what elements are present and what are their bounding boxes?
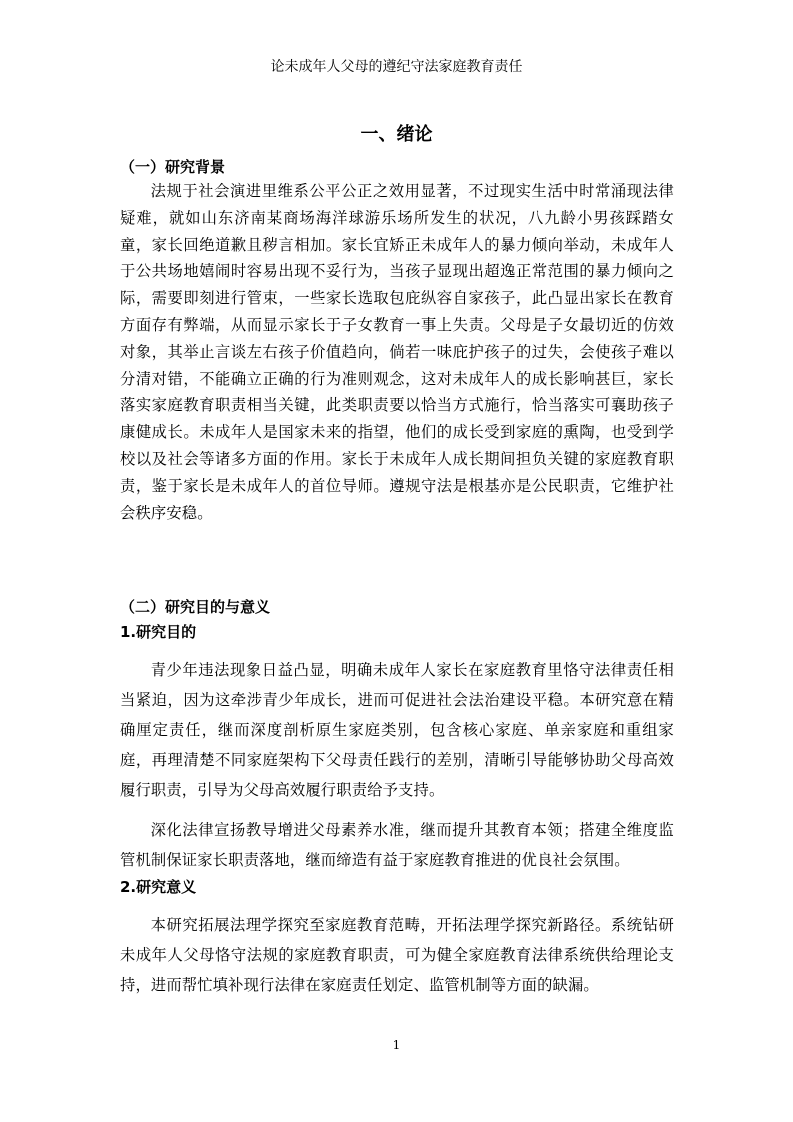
subsection-heading-research-purpose: 1.研究目的 [120, 623, 197, 641]
paragraph-research-purpose-2: 深化法律宣扬教导增进父母素养水准，继而提升其教育本领；搭建全维度监管机制保证家长职责落地，继而缔造有益于家庭教育推进的优良社会氛围。 [120, 821, 674, 869]
page-number: 1 [392, 1038, 401, 1052]
paragraph-research-purpose-1: 青少年违法现象日益凸显，明确未成年人家长在家庭教育里恪守法律责任相当紧迫，因为这牵涉青少年成长，进而可促进社会法治建设平稳。本研究意在精确厘定责任，继而深度剖析原生家庭类别，包含核心家庭、单亲家庭和重组家庭，再理清楚不同家庭架构下父母责任践行的差别，清晰引导能够协助父母高效履行职责，引导为父母高效履行职责给予支持。 [120, 661, 674, 799]
paragraph-background: 法规于社会演进里维系公平公正之效用显著，不过现实生活中时常涌现法律疑难，就如山东济南某商场海洋球游乐场所发生的状况，八九龄小男孩踩踏女童，家长回绝道歉且秽言相加。家长宜矫正未成年人的暴力倾向举动，未成年人于公共场地嬉闹时容易出现不妥行为，当孩子显现出超逸正常范围的暴力倾向之际，需要即刻进行管束，一些家长选取包庇纵容自家孩子，此凸显出家长在教育方面存有弊端，从而显示家长于子女教育一事上失责。父母是子女最切近的仿效对象，其举止言谈左右孩子价值趋向，倘若一味庇护孩子的过失，会使孩子难以分清对错，不能确立正确的行为准则观念，这对未成年人的成长影响甚巨，家长落实家庭教育职责相当关键，此类职责要以恰当方式施行，恰当落实可襄助孩子康健成长。未成年人是国家未来的指望，他们的成长受到家庭的熏陶，也受到学校以及社会等诸多方面的作用。家长于未成年人成长期间担负关键的家庭教育职责，鉴于家长是未成年人的首位导师。遵规守法是根基亦是公民职责，它维护社会秩序安稳。 [120, 182, 674, 522]
chapter-title: 一、绪论 [360, 124, 433, 145]
paragraph-research-significance: 本研究拓展法理学探究至家庭教育范畴，开拓法理学探究新路径。系统钻研未成年人父母恪守法规的家庭教育职责，可为健全家庭教育法律系统供给理论支持，进而帮忙填补现行法律在家庭责任划定、监管机制等方面的缺漏。 [120, 916, 674, 994]
running-header: 论未成年人父母的遵纪守法家庭教育责任 [270, 59, 523, 75]
section-heading-background: （一）研究背景 [120, 158, 226, 176]
section-heading-purpose: （二）研究目的与意义 [120, 598, 271, 616]
subsection-heading-research-significance: 2.研究意义 [120, 878, 197, 896]
